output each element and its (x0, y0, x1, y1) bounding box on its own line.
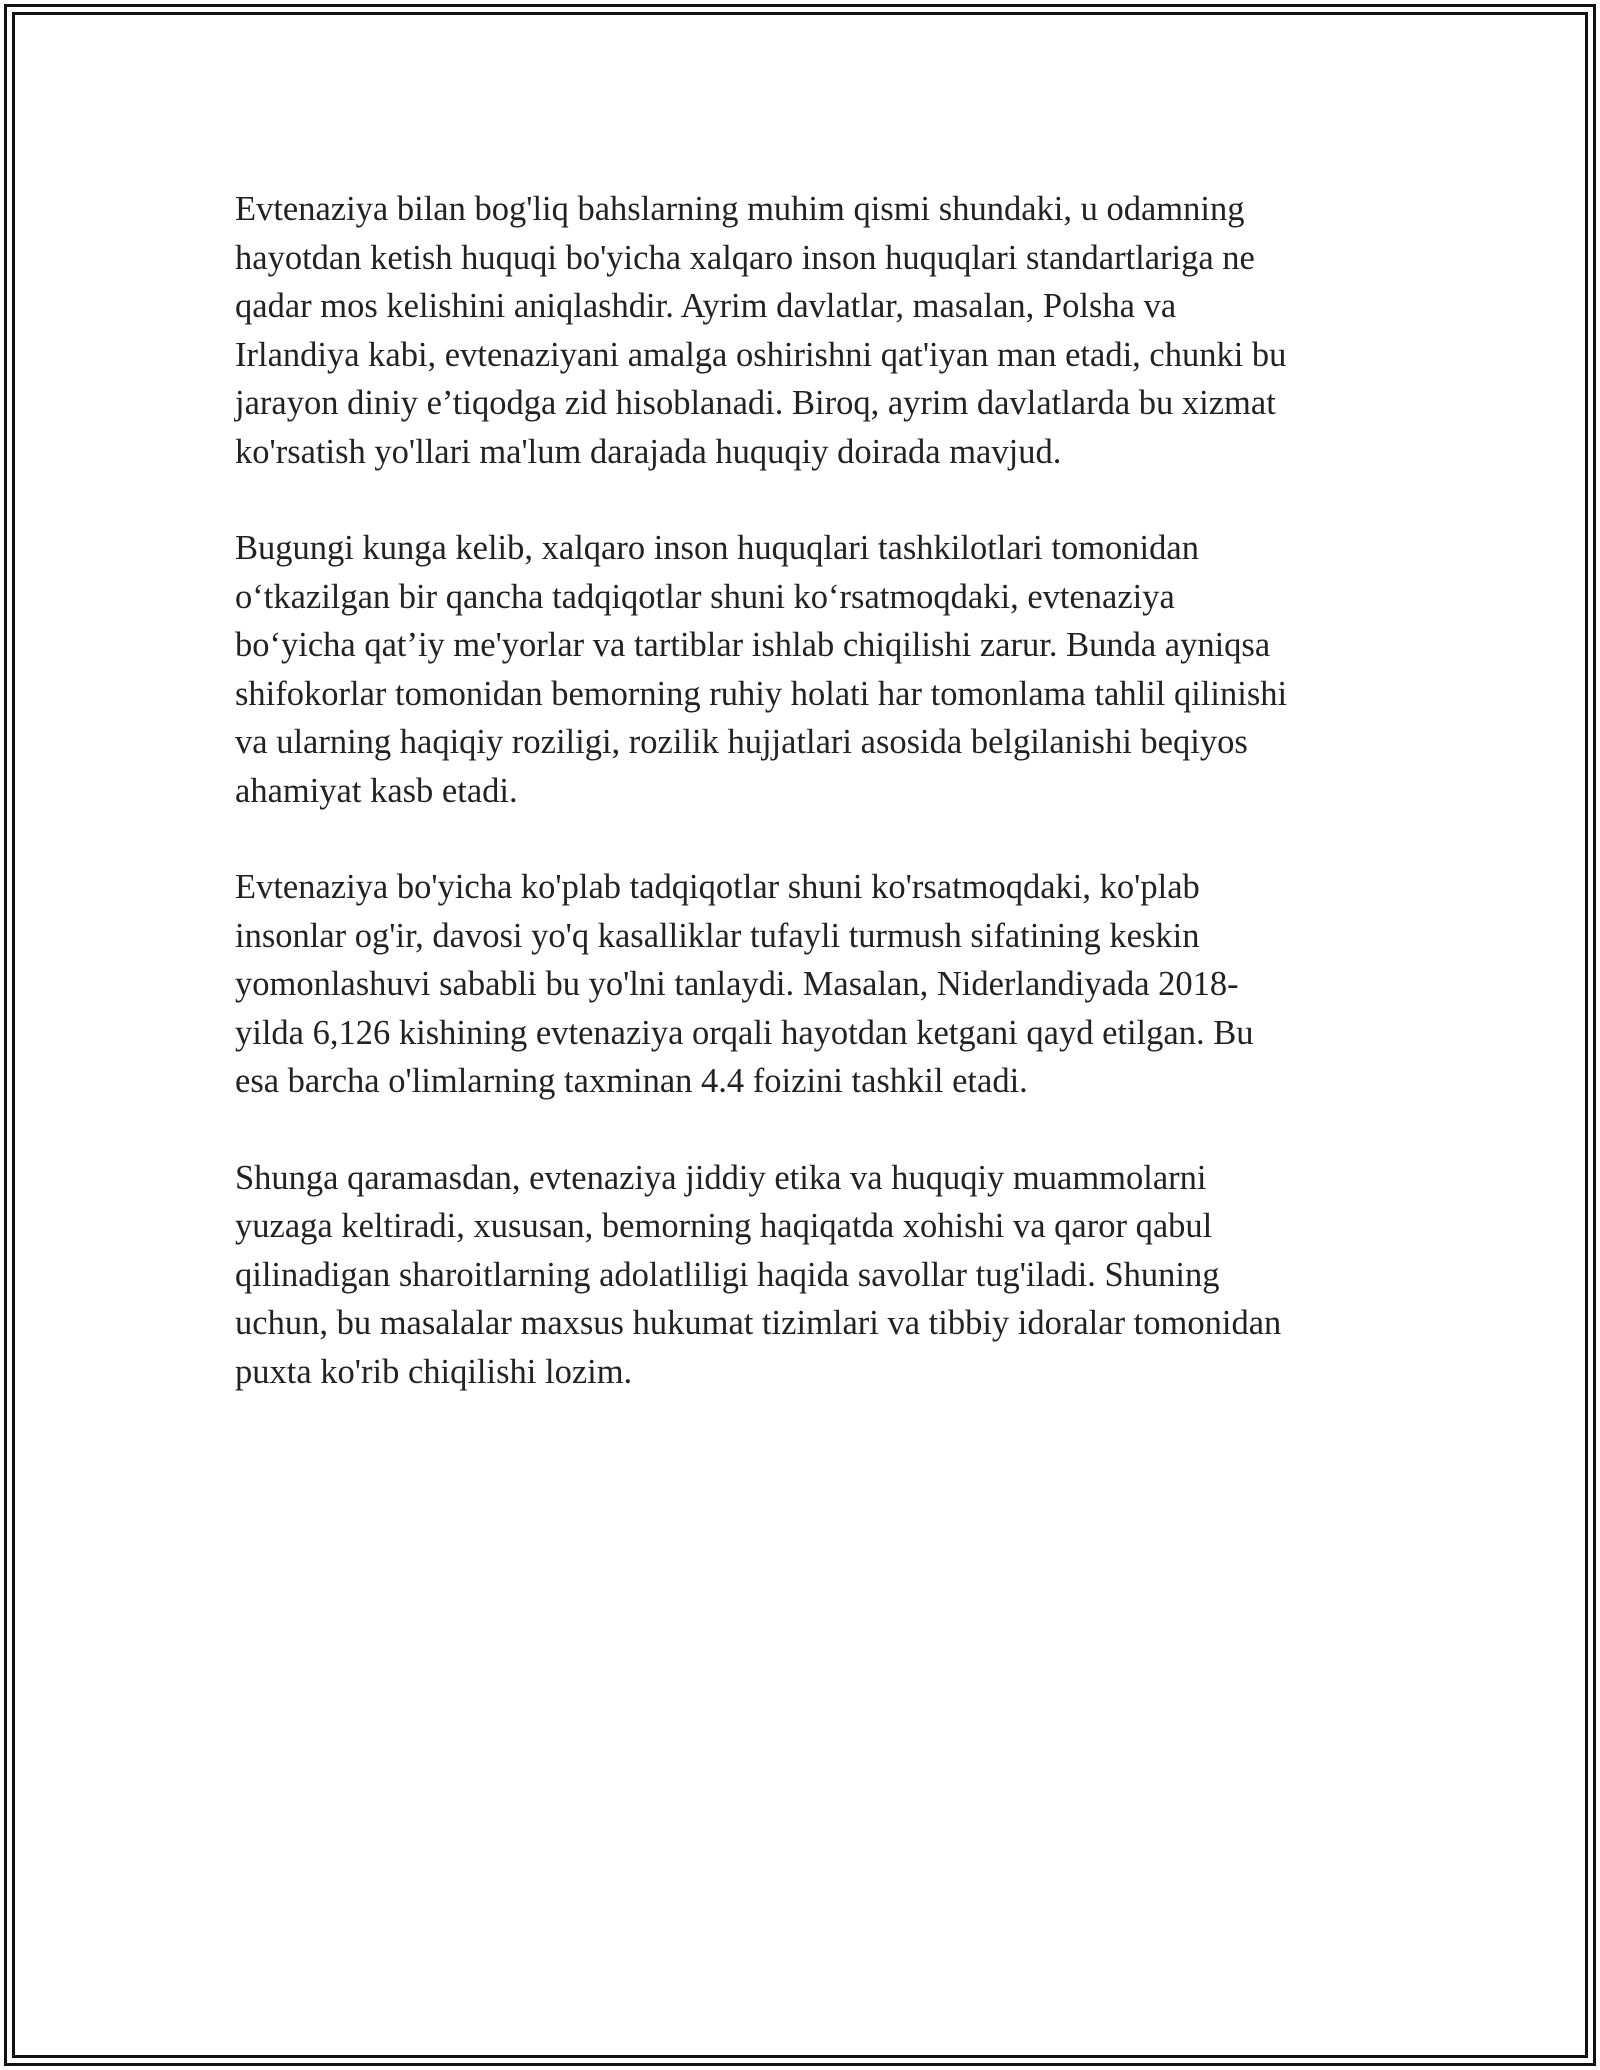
paragraph-2 (235, 524, 1365, 815)
text-line: yomonlashuvi sababli bu yo'lni tanlaydi. Masalan, Niderlandiyada 2018- (235, 965, 1239, 1003)
text-line: shifokorlar tomonidan bemorning ruhiy holati har tomonlama tahlil qilinishi (235, 674, 1288, 713)
text-line: va ularning haqiqiy roziligi, rozilik hujjatlari asosida belgilanishi beqiyos (235, 723, 1248, 761)
paragraph-1 (235, 185, 1365, 476)
text-line: bo‘yicha qat’iy me'yorlar va tartiblar ishlab chiqilishi zarur. Bunda ayniqsa (235, 626, 1271, 664)
paragraph-4 (235, 1154, 1365, 1397)
text-line: o‘tkazilgan bir qancha tadqiqotlar shuni ko‘rsatmoqdaki, evtenaziya (235, 577, 1175, 616)
text-line: qilinadigan sharoitlarning adolatliligi haqida savollar tug'iladi. Shuning (235, 1255, 1220, 1294)
text-line: ahamiyat kasb etadi. (235, 771, 518, 810)
text-line: Bugungi kunga kelib, xalqaro inson huquqlari tashkilotlari tomonidan (235, 529, 1199, 567)
text-line: Evtenaziya bo'yicha ko'plab tadqiqotlar shuni ko'rsatmoqdaki, ko'plab (235, 868, 1200, 906)
text-line: Shunga qaramasdan, evtenaziya jiddiy etika va huquqiy muammolarni (235, 1158, 1207, 1197)
text-line: puxta ko'rib chiqilishi lozim. (235, 1352, 633, 1391)
text-line: esa barcha o'limlarning taxminan 4.4 foizini tashkil etadi. (235, 1062, 1028, 1100)
document-body (235, 185, 1365, 1444)
text-line: ko'rsatish yo'llari ma'lum darajada huquqiy doirada mavjud. (235, 432, 1062, 471)
paragraph-3 (235, 863, 1365, 1106)
text-line: qadar mos kelishini aniqlashdir. Ayrim davlatlar, masalan, Polsha va (235, 287, 1177, 325)
text-line: uchun, bu masalalar maxsus hukumat tizimlari va tibbiy idoralar tomonidan (235, 1304, 1282, 1342)
text-line: Irlandiya kabi, evtenaziyani amalga oshirishni qat'iyan man etadi, chunki bu (235, 335, 1287, 374)
text-line: yilda 6,126 kishining evtenaziya orqali hayotdan ketgani qayd etilgan. Bu (235, 1013, 1254, 1052)
text-line: Evtenaziya bilan bog'liq bahslarning muhim qismi shundaki, u odamning (235, 190, 1245, 228)
text-line: hayotdan ketish huquqi bo'yicha xalqaro inson huquqlari standartlariga ne (235, 238, 1255, 277)
text-line: yuzaga keltiradi, xususan, bemorning haqiqatda xohishi va qaror qabul (235, 1207, 1213, 1245)
text-line: jarayon diniy e’tiqodga zid hisoblanadi. Biroq, ayrim davlatlarda bu xizmat (235, 384, 1276, 422)
text-line: insonlar og'ir, davosi yo'q kasalliklar tufayli turmush sifatining keskin (235, 916, 1200, 955)
